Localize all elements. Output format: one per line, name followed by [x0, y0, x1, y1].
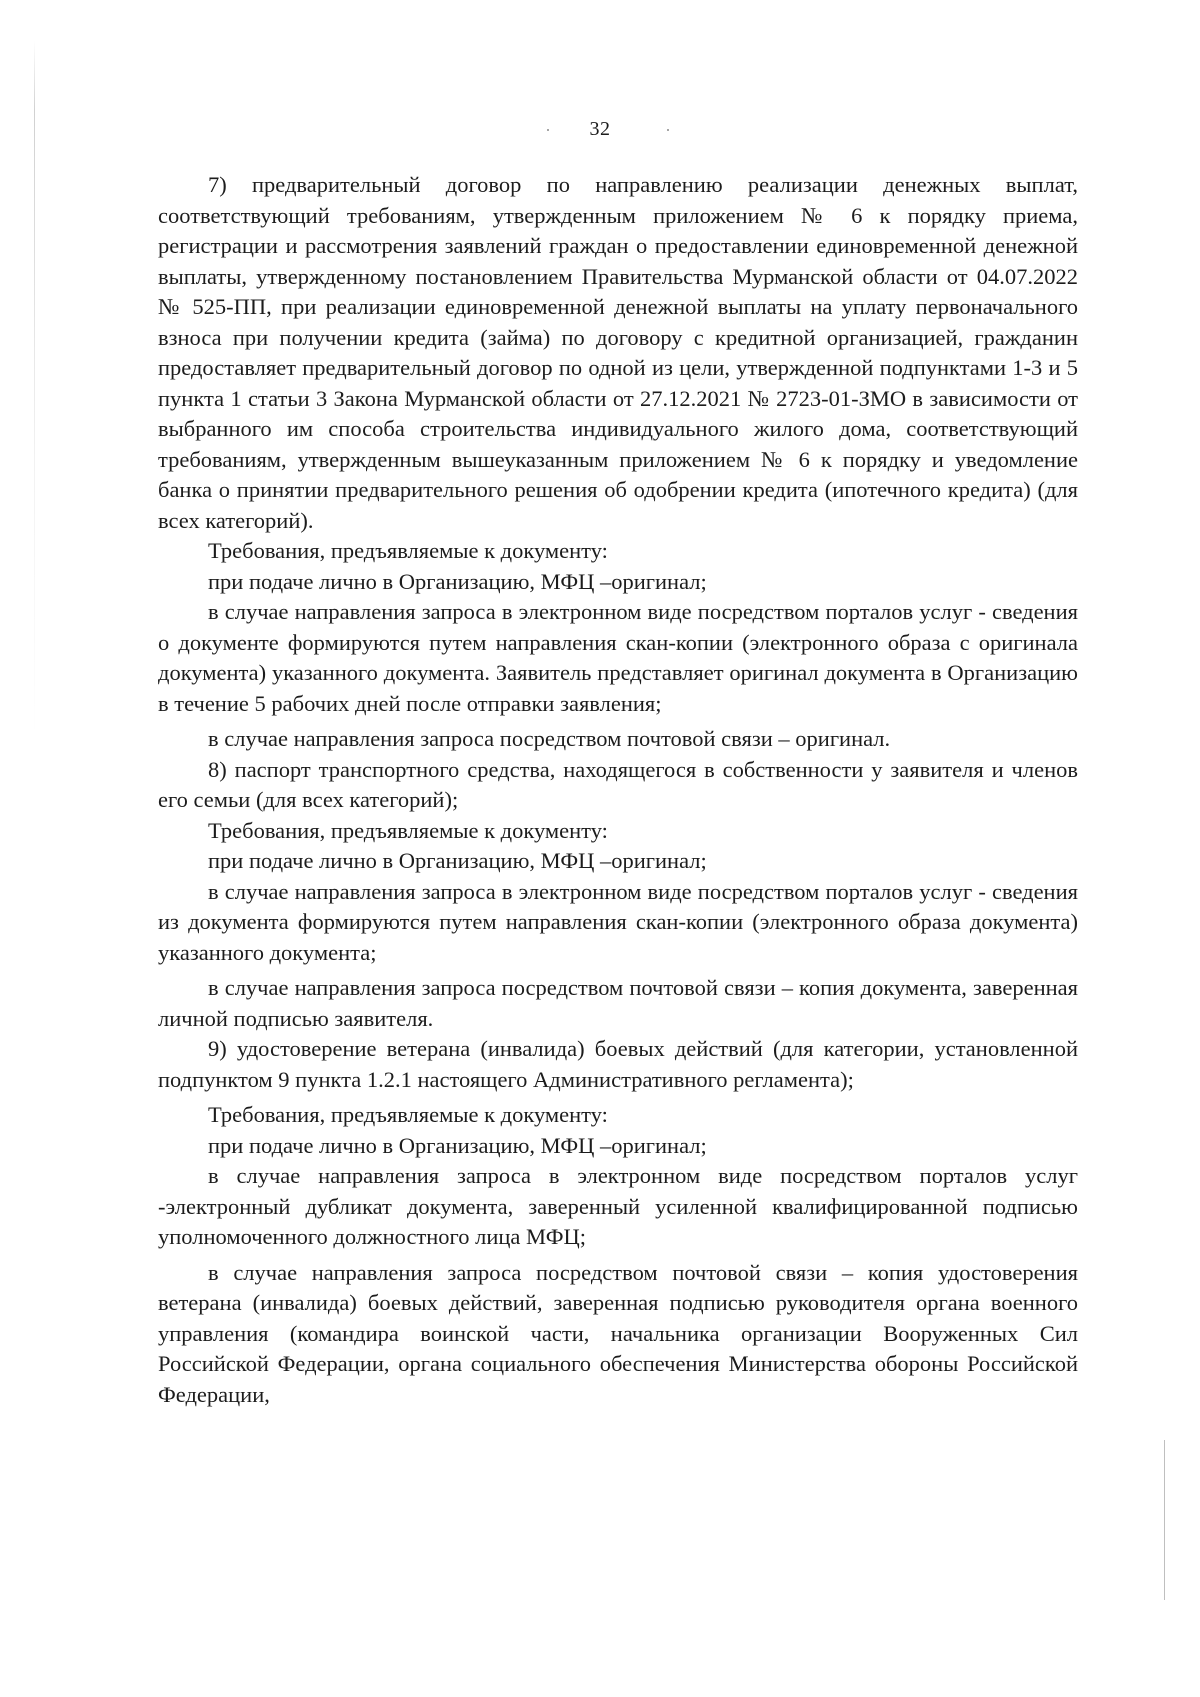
requirement-electronic: в случае направления запроса в электронном виде посредством порталов услуг - сведения о документе формируются путем направления скан-копии (электронного образа с оригинала документа) указанного документа. Заявитель представляет оригинал документа в Организацию в течение 5 рабочих дней после отправки заявления;	[158, 599, 1078, 716]
requirements-heading: Требования, предъявляемые к документу:	[208, 817, 608, 843]
scan-edge-left	[34, 40, 35, 740]
requirement-electronic: в случае направления запроса в электронном виде посредством порталов услуг - сведения из документа формируются путем направления скан-копии (электронного образа документа) указанного документа;	[158, 878, 1078, 965]
requirement-postal: в случае направления запроса посредством почтовой связи – копия удостоверения ветерана (инвалида) боевых действий, заверенная подписью руководителя органа военного управления (командира воинской части, начальника организации Вооруженных Сил Российской Федерации, органа социального обеспечения Министерства обороны Российской Федерации,	[158, 1259, 1078, 1407]
page-number: 32	[589, 118, 611, 140]
item-9-paragraph: 9) удостоверение ветерана (инвалида) боевых действий (для категории, установленной подпунктом 9 пункта 1.2.1 настоящего Административного регламента);	[158, 1036, 1078, 1092]
requirements-heading: Требования, предъявляемые к документу:	[208, 1102, 608, 1127]
requirement-in-person: при подаче лично в Организацию, МФЦ –оригинал;	[208, 848, 707, 873]
item-7-paragraph: 7) предварительный договор по направлению реализации денежных выплат, соответствующий требованиям, утвержденным приложением № 6 к порядку приема, регистрации и рассмотрения заявлений граждан о предоставлении единовременной денежной выплаты, утвержденному постановлением Правительства Мурманской области от 04.07.2022 № 525-ПП, при реализации единовременной денежной выплаты на уплату первоначального взноса при получении кредита (займа) по договору с кредитной организацией, гражданин предоставляет предварительный договор по одной из цели, утвержденной подпунктами 1-3 и 5 пункта 1 статьи 3 Закона Мурманской области от 27.12.2021 № 2723-01-ЗМО в зависимости от выбранного им способа строительства индивидуального жилого дома, соответствующий требованиям, утвержденным вышеуказанным приложением № 6 к порядку и уведомление банка о принятии предварительного решения об одобрении кредита (ипотечного кредита) (для всех категорий).	[158, 172, 1078, 533]
scan-edge-right	[1164, 1440, 1165, 1600]
requirements-heading: Требования, предъявляемые к документу:	[208, 538, 608, 563]
item-8-paragraph: 8) паспорт транспортного средства, находящегося в собственности у заявителя и членов его семьи (для всех категорий);	[158, 756, 1078, 812]
requirement-in-person: при подаче лично в Организацию, МФЦ –оригинал;	[208, 1132, 707, 1158]
document-body	[158, 170, 1078, 1410]
requirement-electronic: в случае направления запроса в электронном виде посредством порталов услуг -электронный дубликат документа, заверенный усиленной квалифицированной подписью уполномоченного должностного лица МФЦ;	[158, 1163, 1078, 1249]
requirement-postal: в случае направления запроса посредством почтовой связи – оригинал.	[208, 726, 891, 751]
requirement-in-person: при подаче лично в Организацию, МФЦ –оригинал;	[208, 568, 707, 594]
requirement-postal: в случае направления запроса посредством почтовой связи – копия документа, заверенная личной подписью заявителя.	[158, 975, 1078, 1031]
